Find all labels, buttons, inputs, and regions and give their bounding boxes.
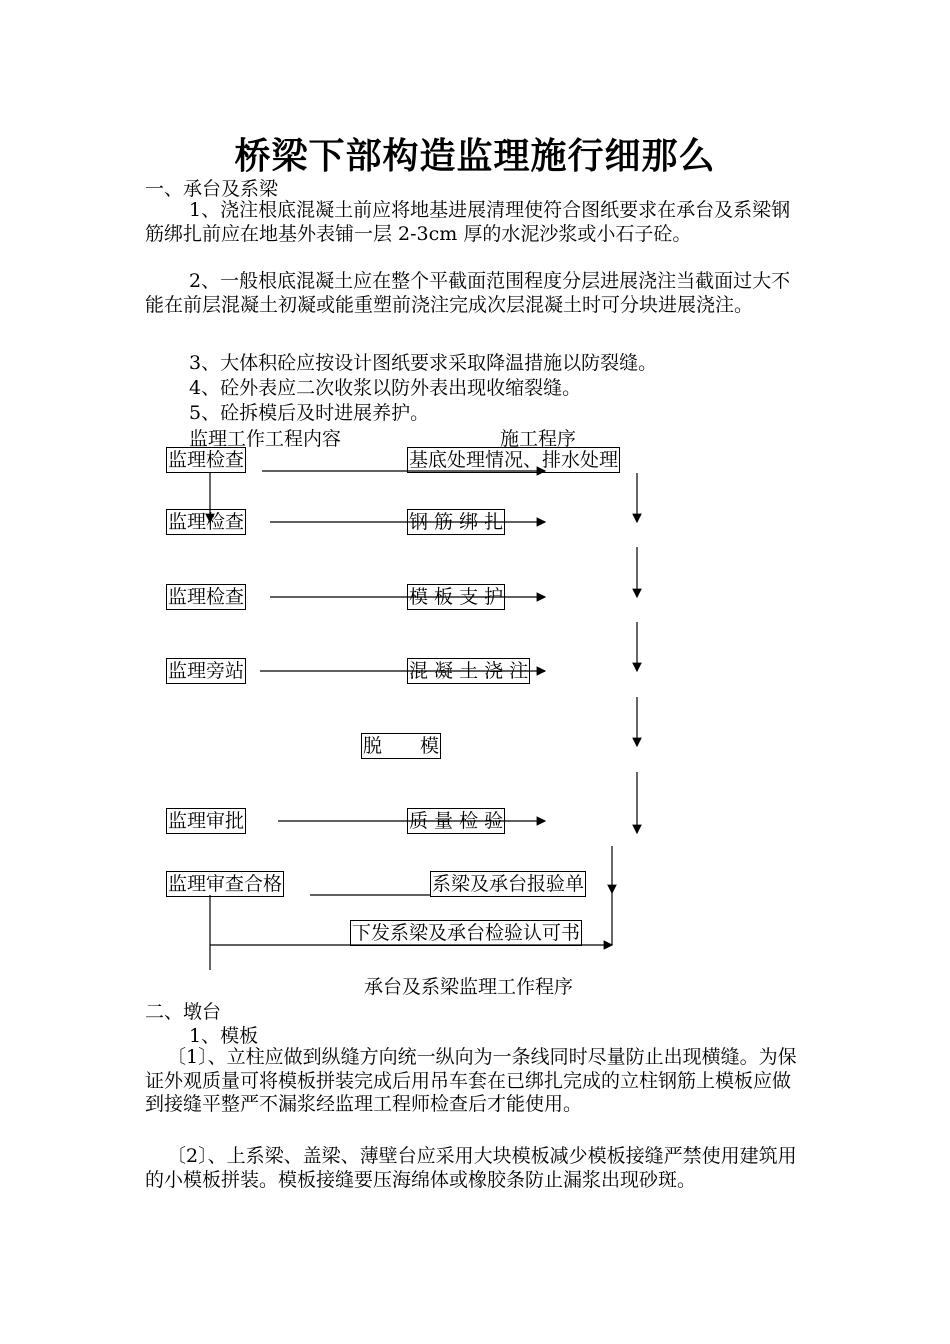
section2-heading: 二、墩台 [145,1001,222,1023]
right-box-6: 质 量 检 验 [409,810,504,832]
page-title: 桥梁下部构造监理施行细那么 [234,135,716,177]
section1-item-3: 3、大体积砼应按设计图纸要求采取降温措施以防裂缝。 [189,352,658,374]
flow-caption: 承台及系梁监理工作程序 [364,976,574,998]
left-box-1: 监理检查 [168,449,245,471]
right-box-5: 脱 模 [363,735,440,757]
right-box-7: 系梁及承台报验单 [432,873,585,895]
right-box-8: 下发系梁及承台检验认可书 [352,922,581,944]
right-box-1: 基底处理情况、排水处理 [409,449,619,471]
flow-right-header: 施工程序 [500,428,577,450]
section1-item-1: 1、浇注根底混凝土前应将地基进展清理使符合图纸要求在承台及系梁钢筋绑扎前应在地基外表铺一层 2-3cm 厚的水泥沙浆或小石子砼。 [145,199,791,245]
left-box-3: 监理检查 [168,586,245,608]
right-box-4: 混 凝 土 浇 注 [409,660,529,682]
right-box-2: 钢 筋 绑 扎 [409,511,504,533]
flow-left-header: 监理工作工程内容 [189,428,342,450]
left-box-6: 监理审查合格 [168,873,283,895]
section2-item-2: 〔2〕、上系梁、盖梁、薄壁台应采用大块模板减少模板接缝严禁使用建筑用的小模板拼装。模板接缝要压海绵体或橡胶条防止漏浆出现砂斑。 [145,1145,797,1191]
section2-item-1: 〔1〕、立柱应做到纵缝方向统一纵向为一条线同时尽量防止出现横缝。为保证外观质量可将模板拼装完成后用吊车套在已绑扎完成的立柱钢筋上模板应做到接缝平整严不漏浆经监理工程师检查后才能使用。 [145,1046,797,1115]
left-box-5: 监理审批 [168,810,245,832]
left-box-2: 监理检查 [168,511,245,533]
section1-item-2: 2、一般根底混凝土应在整个平截面范围程度分层进展浇注当截面过大不能在前层混凝土初凝或能重塑前浇注完成次层混凝土时可分块进展浇注。 [145,270,791,316]
right-box-3: 模 板 支 护 [409,586,504,608]
section2-sub1: 1、模板 [189,1025,259,1047]
left-box-4: 监理旁站 [168,660,245,682]
section1-heading: 一、承台及系梁 [145,178,279,200]
section1-item-5: 5、砼拆模后及时进展养护。 [189,402,430,424]
section1-item-4: 4、砼外表应二次收浆以防外表出现收缩裂缝。 [189,377,582,399]
